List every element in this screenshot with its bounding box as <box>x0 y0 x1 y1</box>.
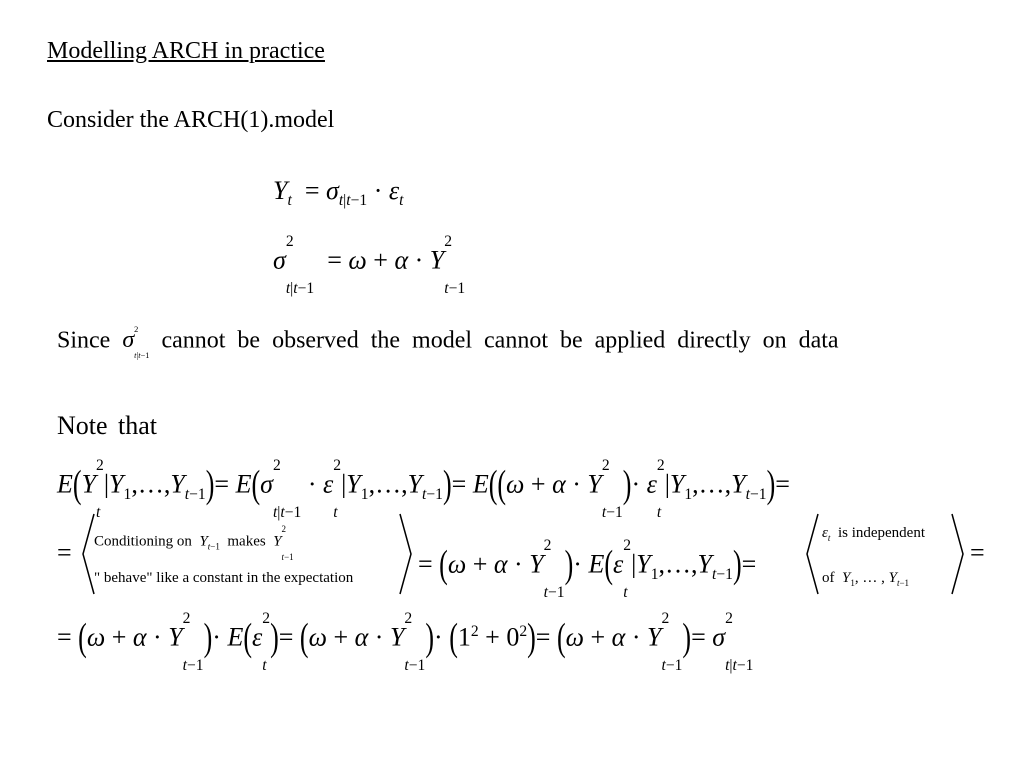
cond-makes: makes <box>227 533 266 550</box>
equation-y: $Y_t = \sigma_{t|t-1} \cdot \varepsilon_t$ <box>273 176 404 210</box>
equation-sigma: $\sigma^2$ $_{t|t-1} = \omega + \alpha \cdot Y^2$ $_{t-1}$ <box>273 233 466 298</box>
sigma-term: $\sigma^2$ $_{t|t-1}$ <box>122 325 150 361</box>
condition-line-1: Conditioning on $Y_{t-1}$ makes $Y^2$ $_{t-1}$ <box>94 524 294 563</box>
intro-text: Consider the ARCH(1).model <box>47 107 335 133</box>
since-pre: Since <box>57 327 111 354</box>
note-that: Note that <box>57 411 158 440</box>
right-angle-1 <box>398 512 414 596</box>
condition-line-2: " behave" like a constant in the expectation <box>94 570 354 586</box>
left-angle-2 <box>804 512 820 596</box>
of-text: of <box>822 570 835 586</box>
eq-sign-1: = <box>57 538 72 567</box>
eq-sign-2: = <box>970 538 985 567</box>
derivation-line-1: $E(Y^2$ $_t|Y_1,\dots,Y_{t-1})= E(\sigma^2$ $_{t|t-1} \cdot \varepsilon^2$ $_t|Y_1,\dots,Y_{t-1})= E((\omega + \alpha \cdot Y^2$ $_{t-1})\cdot \varepsilon^2$ $_t|Y_1,\dots,Y_{t-1})=$ <box>57 457 790 522</box>
since-sentence <box>57 325 839 361</box>
indep-line-1: $\varepsilon_t$ is independent <box>822 525 926 543</box>
since-post: cannot be observed the model cannot be applied directly on data <box>161 327 839 354</box>
cond-text-1: Conditioning on <box>94 533 192 550</box>
derivation-line-3: = ($\omega + \alpha \cdot Y^2$ $_{t-1})\cdot E(\varepsilon^2$ $_t)= (\omega + \alpha \cdot Y^2$ $_{t-1})\cdot (1^2 + 0^2)= (\omega + \alpha \cdot Y^2$ $_{t-1})= \sigma^2$ $_{t|t-1}$ <box>57 610 754 675</box>
right-angle-2 <box>950 512 966 596</box>
derivation-line-2-mid: = ($\omega + \alpha \cdot Y^2$ $_{t-1})\cdot E(\varepsilon^2$ $_t|Y_1,\dots,Y_{t-1})=$ <box>418 537 757 602</box>
indep-line-2: of $Y_1$, … , $Y_{t-1}$ <box>822 570 910 588</box>
indep-text: is independent <box>837 525 926 541</box>
slide-title: Modelling ARCH in practice <box>47 38 325 64</box>
